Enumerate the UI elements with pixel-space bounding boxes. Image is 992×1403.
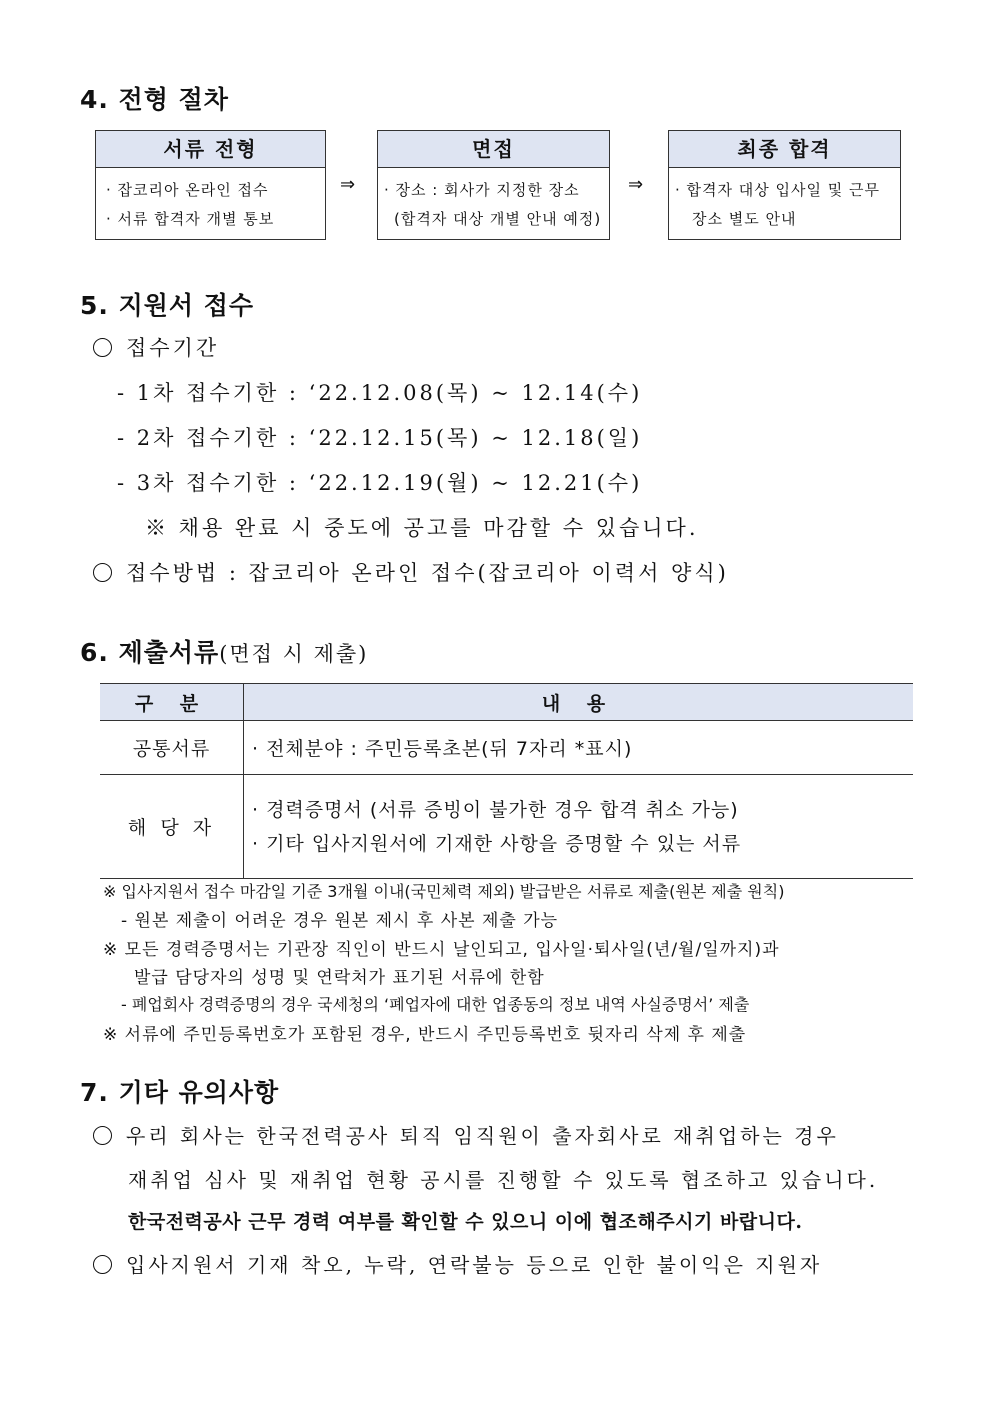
step-title: 최종 합격 <box>669 131 900 168</box>
table-header: 구 분 <box>100 684 244 721</box>
row-line: · 기타 입사지원서에 기재한 사항을 증명할 수 있는 서류 <box>252 832 742 855</box>
table-note: - 원본 제출이 어려운 경우 원본 제시 후 사본 제출 가능 <box>121 911 559 931</box>
step-line: · 잡코리아 온라인 접수 <box>106 181 269 199</box>
notice-line: 입사지원서 기재 착오, 누락, 연락불능 등으로 인한 불이익은 지원자 <box>126 1253 823 1277</box>
table-note: ※ 서류에 주민등록번호가 포함된 경우, 반드시 주민등록번호 뒷자리 삭제 후 제출 <box>103 1025 747 1045</box>
arrow-icon: ⇒ <box>340 174 356 195</box>
step-title: 서류 전형 <box>96 131 325 168</box>
notice-item-2 <box>93 1249 822 1278</box>
row-label: 해 당 자 <box>100 775 244 879</box>
period-item <box>93 332 219 362</box>
section-6-heading <box>80 633 368 669</box>
table-header-row <box>100 684 913 721</box>
step-line: · 장소 : 회사가 지정한 장소 <box>384 181 580 199</box>
table-note: 발급 담당자의 성명 및 연락처가 표기된 서류에 한함 <box>134 968 545 988</box>
process-step-interview <box>377 130 610 240</box>
process-step-final <box>668 130 901 240</box>
row-line: · 전체분야 : 주민등록초본(뒤 7자리 *표시) <box>252 738 633 760</box>
row-content <box>244 721 914 775</box>
round-2: - 2차 접수기한 : ‘22.12.15(목) ~ 12.18(일) <box>117 426 643 450</box>
circle-bullet-icon <box>93 338 112 357</box>
table-header: 내 용 <box>244 684 914 721</box>
early-close-note: ※ 채용 완료 시 중도에 공고를 마감할 수 있습니다. <box>145 516 699 540</box>
step-line: · 합격자 대상 입사일 및 근무 <box>675 181 880 199</box>
row-line: · 경력증명서 (서류 증빙이 불가한 경우 합격 취소 가능) <box>252 798 739 821</box>
circle-bullet-icon <box>93 1126 112 1145</box>
process-step-document <box>95 130 326 240</box>
row-content <box>244 775 914 879</box>
step-line: (합격자 대상 개별 안내 예정) <box>394 210 602 228</box>
table-row <box>100 721 913 775</box>
notice-line: 우리 회사는 한국전력공사 퇴직 임직원이 출자회사로 재취업하는 경우 <box>126 1124 839 1148</box>
row-label: 공통서류 <box>100 721 244 775</box>
step-line: · 서류 합격자 개별 통보 <box>106 210 275 228</box>
notice-bold-line: 한국전력공사 근무 경력 여부를 확인할 수 있으니 이에 협조해주시기 바랍니다. <box>128 1211 803 1233</box>
documents-table <box>100 683 913 879</box>
circle-bullet-icon <box>93 1255 112 1274</box>
section-4-heading: 4. 전형 절차 <box>80 85 229 114</box>
notice-item-1 <box>93 1120 839 1149</box>
section-5-heading: 5. 지원서 접수 <box>80 291 255 320</box>
circle-bullet-icon <box>93 563 112 582</box>
section-6-subtitle: (면접 시 제출) <box>219 642 369 666</box>
table-row <box>100 775 913 879</box>
round-3: - 3차 접수기한 : ‘22.12.19(월) ~ 12.21(수) <box>117 471 643 495</box>
section-6-title: 6. 제출서류 <box>80 638 220 667</box>
notice-line: 재취업 심사 및 재취업 현황 공시를 진행할 수 있도록 협조하고 있습니다. <box>128 1168 879 1192</box>
step-title: 면접 <box>378 131 609 168</box>
step-line: 장소 별도 안내 <box>692 210 797 228</box>
period-label: 접수기간 <box>126 336 220 360</box>
table-note: ※ 입사지원서 접수 마감일 기준 3개월 이내(국민체력 제외) 발급받은 서류로 제출(원본 제출 원칙) <box>103 882 785 901</box>
method-item <box>93 557 729 587</box>
arrow-icon: ⇒ <box>628 174 644 195</box>
round-1: - 1차 접수기한 : ‘22.12.08(목) ~ 12.14(수) <box>117 381 643 405</box>
method-text: 접수방법 : 잡코리아 온라인 접수(잡코리아 이력서 양식) <box>126 561 729 585</box>
table-note: ※ 모든 경력증명서는 기관장 직인이 반드시 날인되고, 입사일·퇴사일(년/월/일까지)과 <box>103 940 780 960</box>
table-note: - 폐업회사 경력증명의 경우 국세청의 ‘폐업자에 대한 업종동의 정보 내역 사실증명서’ 제출 <box>121 995 750 1014</box>
section-7-heading: 7. 기타 유의사항 <box>80 1078 280 1107</box>
